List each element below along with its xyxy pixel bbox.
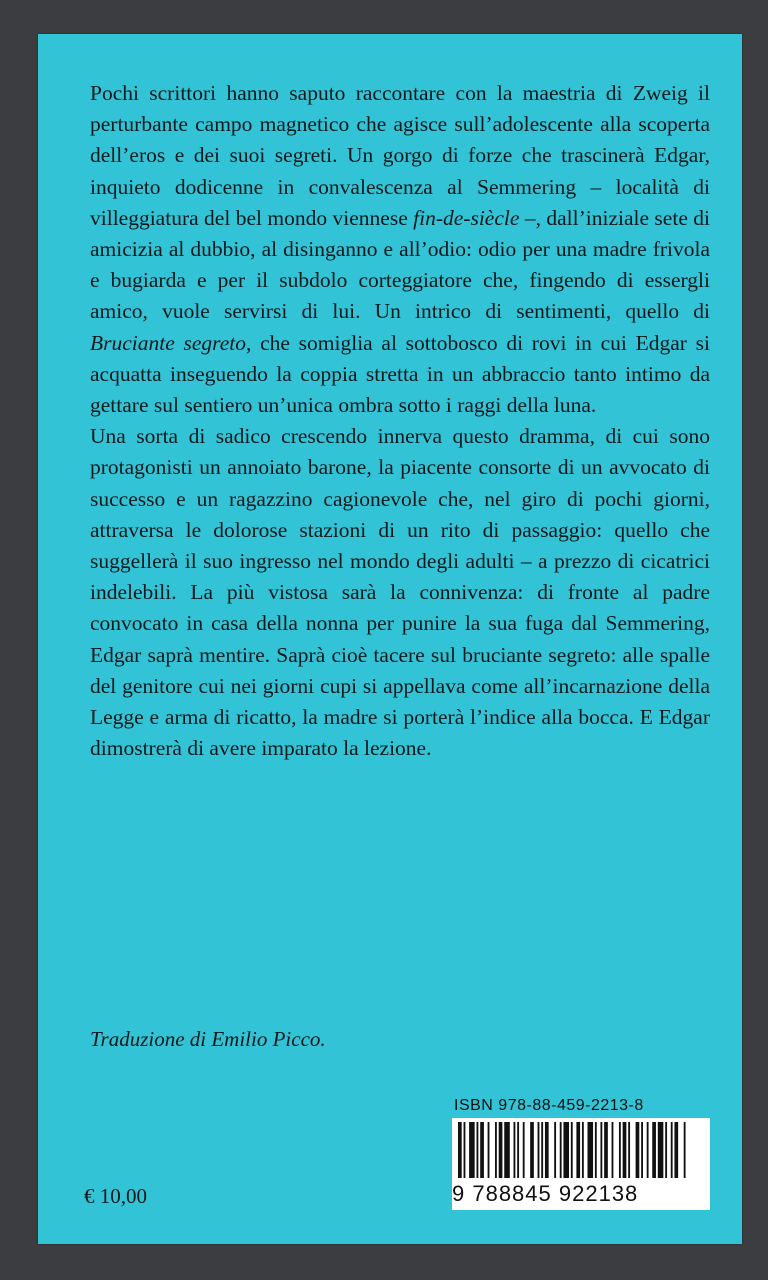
- barcode-bars-icon: [452, 1118, 710, 1178]
- blurb-paragraph-1: [90, 78, 710, 421]
- isbn-label: ISBN 978-88-459-2213-8: [454, 1097, 644, 1114]
- book-back-cover: [38, 34, 742, 1244]
- blurb-text: [90, 78, 710, 764]
- blurb-p1-part-a: Pochi scrittori hanno saputo raccontare con la maestria di Zweig il perturbante campo magnetico che agisce sull’adolescente alla scoperta dell’eros e dei suoi segreti. Un gorgo di forze che trascinerà Edgar, inquieto dodicenne in convalescenza al Semmering – località di villeggiatura del bel mondo viennese: [90, 81, 710, 230]
- blurb-p1-italic-title: Bruciante segreto: [90, 330, 246, 355]
- blurb-p1-italic-fin-de-siecle: fin-de-siècle: [413, 205, 520, 230]
- blurb-p1-part-c: , che somiglia al sottobosco di rovi in cui Edgar si acquatta inseguendo la coppia stretta in un abbraccio tanto intimo da gettare sul sentiero un’unica ombra sotto i raggi della luna.: [90, 330, 710, 418]
- blurb-paragraph-2: Una sorta di sadico crescendo innerva questo dramma, di cui sono protagonisti un annoiato barone, la piacente consorte di un avvocato di successo e un ragazzino cagionevole che, nel giro di pochi giorni, attraversa le dolorose stazioni di un rito di passaggio: quello che suggellerà il suo ingresso nel mondo degli adulti – a prezzo di cicatrici indelebili. La più vistosa sarà la connivenza: di fronte al padre convocato in casa della nonna per punire la sua fuga dal Semmering, Edgar saprà mentire. Saprà cioè tacere sul bruciante segreto: alle spalle del genitore cui nei giorni cupi si appellava come all’incarnazione della Legge e arma di ricatto, la madre si porterà l’indice alla bocca. E Edgar dimostrerà di avere imparato la lezione.: [90, 424, 710, 761]
- blurb-p1-part-b: –, dall’iniziale sete di amicizia al dubbio, al disinganno e all’odio: odio per una madre frivola e bugiarda e per il subdolo corteggiatore che, fingendo di essergli amico, vuole servirsi di lui. Un intrico di sentimenti, quello di: [90, 205, 710, 324]
- translator-credit: Traduzione di Emilio Picco.: [90, 1027, 326, 1051]
- price: € 10,00: [84, 1184, 147, 1208]
- barcode-digits: 9 788845 922138: [452, 1181, 639, 1206]
